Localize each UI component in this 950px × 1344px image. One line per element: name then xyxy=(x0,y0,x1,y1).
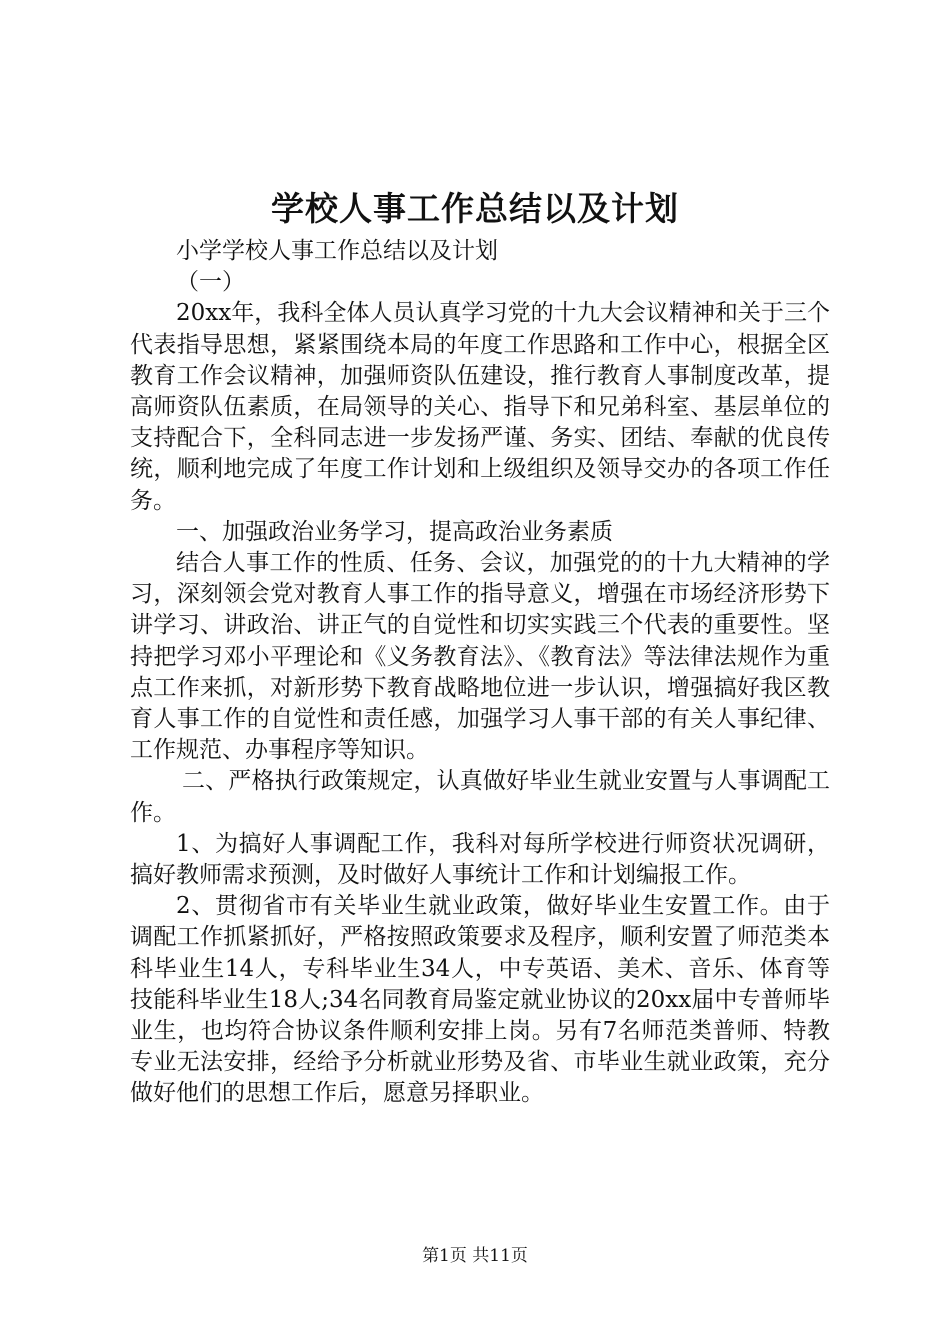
paragraph-item-2: 2、贯彻省市有关毕业生就业政策，做好毕业生安置工作。由于调配工作抓紧抓好，严格按照政策要求及程序，顺利安置了师范类本科毕业生14人，专科毕业生34人，中专英语、美术、音乐、体育等技能科毕业生18人;34名同教育局鉴定就业协议的20xx届中专普师毕业生，也均符合协议条件顺利安排上岗。另有7名师范类普师、特教专业无法安排，经给予分析就业形势及省、市毕业生就业政策，充分做好他们的思想工作后，愿意另择职业。 xyxy=(130,893,830,1107)
paragraph-intro: 20xx年，我科全体人员认真学习党的十九大会议精神和关于三个代表指导思想，紧紧围绕本局的年度工作思路和工作中心，根据全区教育工作会议精神，加强师资队伍建设，推行教育人事制度改革，提高师资队伍素质，在局领导的关心、指导下和兄弟科室、基层单位的支持配合下，全科同志进一步发扬严谨、务实、团结、奉献的优良传统，顺利地完成了年度工作计划和上级组织及领导交办的各项工作任务。 xyxy=(130,300,830,514)
paragraph-item-1: 1、为搞好人事调配工作，我科对每所学校进行师资状况调研，搞好教师需求预测，及时做好人事统计工作和计划编报工作。 xyxy=(130,830,830,889)
paragraph-study: 结合人事工作的性质、任务、会议，加强党的的十九大精神的学习，深刻领会党对教育人事工作的指导意义，增强在市场经济形势下讲学习、讲政治、讲正气的自觉性和切实实践三个代表的重要性。坚持把学习邓小平理论和《义务教育法》、《教育法》等法律法规作为重点工作来抓，对新形势下教育战略地位进一步认识，增强搞好我区教育人事工作的自觉性和责任感，加强学习人事干部的有关人事纪律、工作规范、办事程序等知识。 xyxy=(130,550,830,764)
section-heading-2: 二、严格执行政策规定，认真做好毕业生就业安置与人事调配工作。 xyxy=(130,768,830,826)
section-heading-1: 一、加强政治业务学习，提高政治业务素质 xyxy=(176,518,613,545)
section-marker: （一） xyxy=(176,269,245,296)
document-body xyxy=(130,236,830,1110)
document-title: 学校人事工作总结以及计划 xyxy=(271,189,679,228)
page-footer: 第1页 共11页 xyxy=(422,1246,528,1266)
document-subtitle: 小学学校人事工作总结以及计划 xyxy=(176,238,498,264)
